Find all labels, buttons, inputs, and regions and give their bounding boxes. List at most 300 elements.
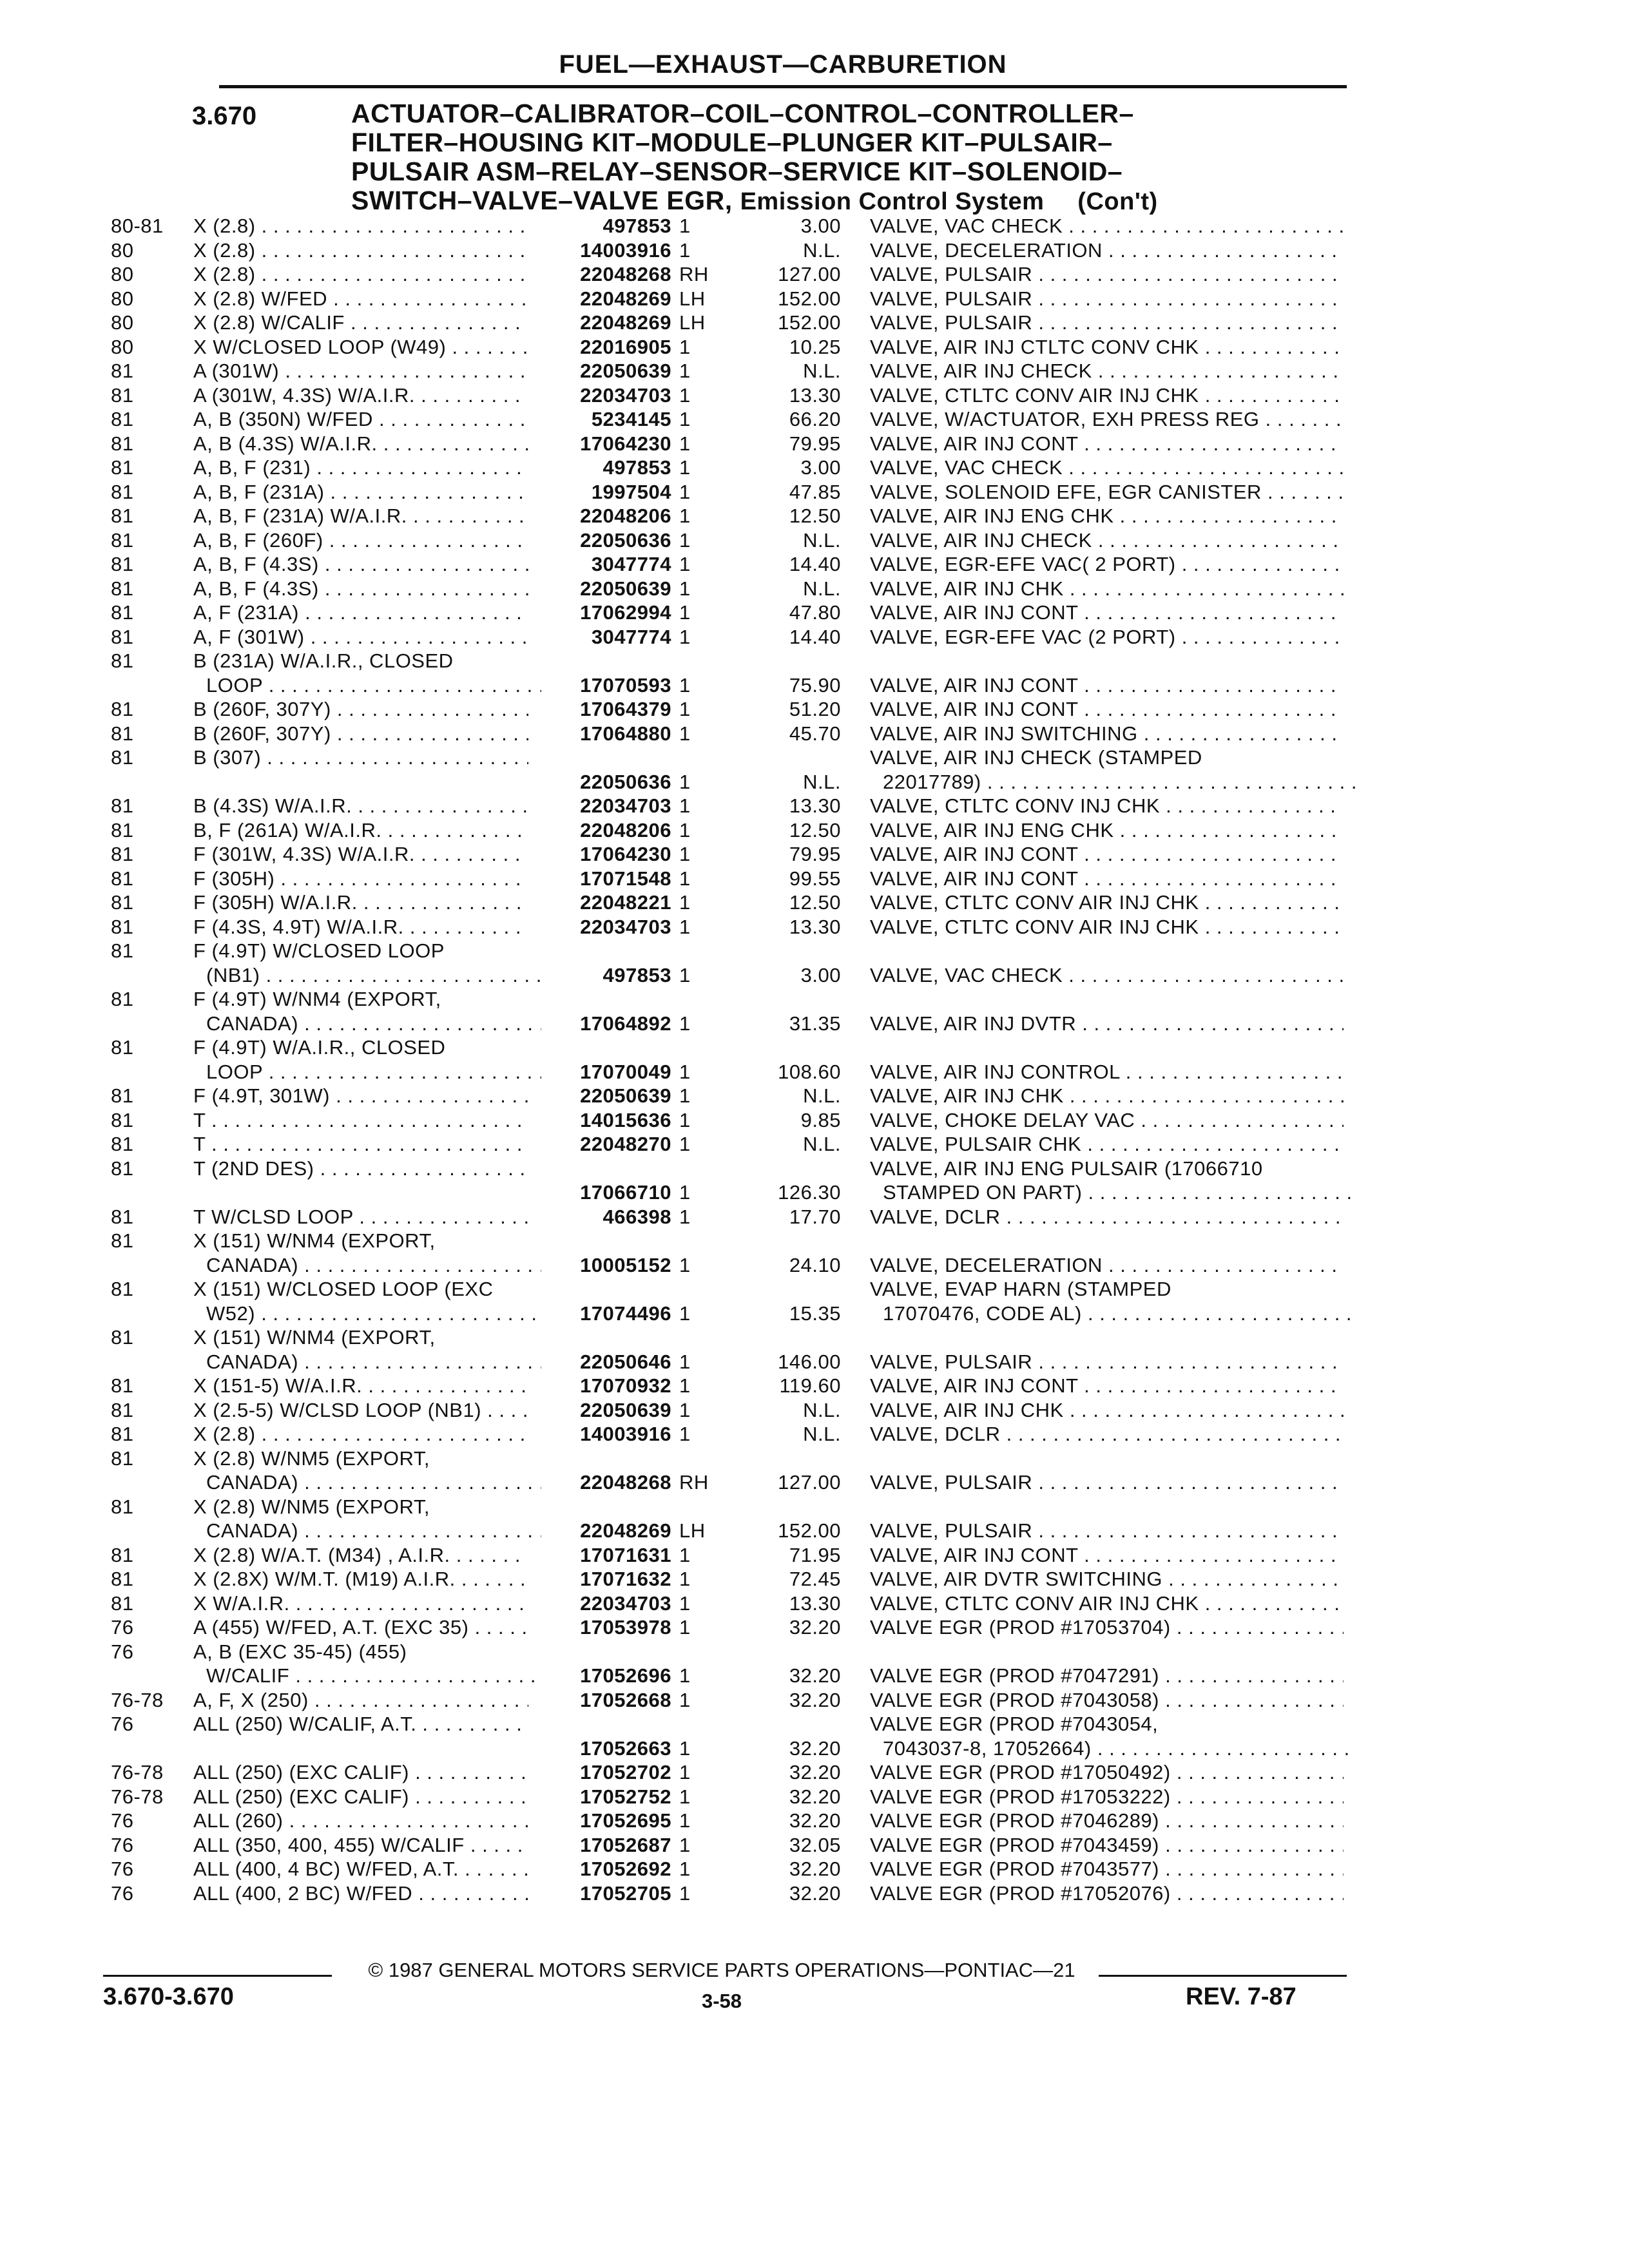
price-cell: 127.00 xyxy=(778,1471,841,1494)
model-cell: X (2.8) W/CALIF . . . xyxy=(193,311,528,335)
description-cell: VALVE, CTLTC CONV INJ CHK . . . xyxy=(870,794,1344,818)
description-cell: VALVE, AIR DVTR SWITCHING . . . xyxy=(870,1567,1344,1591)
model-cell: ALL (350, 400, 455) W/CALIF . . . xyxy=(193,1833,528,1858)
part-number-cell: 22034703 xyxy=(580,383,671,407)
quantity-cell: 1 xyxy=(679,1809,691,1832)
year-cell: 81 xyxy=(111,746,134,769)
part-number-cell: 17064230 xyxy=(580,432,671,455)
quantity-cell: 1 xyxy=(679,601,691,624)
description-cell: VALVE, AIR INJ CONT . . . xyxy=(870,1374,1344,1398)
table-row xyxy=(0,1785,1629,1809)
quantity-cell: 1 xyxy=(679,1881,691,1905)
part-number-cell: 17070593 xyxy=(580,673,671,697)
model-cell: T (2ND DES) . . . xyxy=(193,1157,528,1181)
price-cell: 17.70 xyxy=(789,1205,841,1228)
part-number-cell: 22050639 xyxy=(580,577,671,600)
quantity-cell: 1 xyxy=(679,1616,691,1639)
price-cell: 32.20 xyxy=(789,1616,841,1639)
year-cell: 76 xyxy=(111,1640,134,1663)
year-cell: 81 xyxy=(111,1036,134,1059)
table-row xyxy=(0,1422,1629,1446)
model-cell: X W/A.I.R. . . . xyxy=(193,1591,528,1616)
part-number-cell: 22050636 xyxy=(580,770,671,793)
price-cell: 152.00 xyxy=(778,287,841,310)
price-cell: N.L. xyxy=(803,1133,841,1155)
model-cell: CANADA) . . . xyxy=(206,1012,541,1036)
description-cell: VALVE, AIR INJ CONTROL . . . xyxy=(870,1060,1344,1084)
price-cell: 47.85 xyxy=(789,480,841,503)
part-number-cell: 22050639 xyxy=(580,360,671,382)
year-cell: 80 xyxy=(111,238,134,262)
table-row xyxy=(0,1446,1629,1495)
table-row xyxy=(0,407,1629,432)
table-row xyxy=(0,867,1629,891)
description-cell: VALVE, EGR-EFE VAC (2 PORT) . . . xyxy=(870,625,1344,649)
table-row xyxy=(0,552,1629,577)
table-row xyxy=(0,745,1629,794)
table-row xyxy=(0,214,1629,238)
quantity-cell: 1 xyxy=(679,553,691,575)
description-cell: VALVE, VAC CHECK . . . xyxy=(870,214,1344,238)
price-cell: 32.20 xyxy=(789,1736,841,1760)
price-cell: 47.80 xyxy=(789,601,841,624)
price-cell: 10.25 xyxy=(789,335,841,358)
part-number-cell: 22050639 xyxy=(580,1084,671,1107)
table-row xyxy=(0,1495,1629,1543)
quantity-cell: 1 xyxy=(679,1568,691,1590)
year-cell: 81 xyxy=(111,505,134,527)
quantity-cell: 1 xyxy=(679,1664,691,1687)
table-row xyxy=(0,1857,1629,1881)
quantity-cell: 1 xyxy=(679,1858,691,1880)
quantity-cell: 1 xyxy=(679,360,691,382)
description-cell: VALVE, AIR INJ ENG CHK . . . xyxy=(870,818,1344,843)
model-cell: B (231A) W/A.I.R., CLOSED xyxy=(193,649,454,672)
table-row xyxy=(0,1833,1629,1858)
running-header: FUEL—EXHAUST—CARBURETION xyxy=(559,50,1007,79)
price-cell: 12.50 xyxy=(789,505,841,527)
description-cell: VALVE, DCLR . . . xyxy=(870,1205,1344,1229)
part-number-cell: 497853 xyxy=(602,215,671,237)
price-cell: N.L. xyxy=(803,577,841,600)
table-row xyxy=(0,287,1629,311)
price-cell: 32.20 xyxy=(789,1688,841,1711)
model-cell: A, B, F (4.3S) . . . xyxy=(193,577,528,601)
table-row xyxy=(0,1157,1629,1205)
price-cell: 3.00 xyxy=(800,215,841,237)
price-cell: 13.30 xyxy=(789,383,841,407)
table-row xyxy=(0,1543,1629,1568)
part-number-cell: 497853 xyxy=(602,456,671,479)
table-row xyxy=(0,697,1629,722)
year-cell: 81 xyxy=(111,432,134,455)
description-cell: VALVE, PULSAIR . . . xyxy=(870,311,1344,335)
price-cell: N.L. xyxy=(803,238,841,262)
revision: REV. 7-87 xyxy=(1186,1983,1296,2010)
model-cell: A (301W) . . . xyxy=(193,359,528,383)
description-cell: VALVE EGR (PROD #7046289) . . . xyxy=(870,1809,1344,1833)
table-row xyxy=(0,528,1629,553)
table-row xyxy=(0,939,1629,987)
price-cell: 79.95 xyxy=(789,843,841,865)
quantity-cell: 1 xyxy=(679,456,691,479)
price-cell: N.L. xyxy=(803,1398,841,1421)
quantity-cell: 1 xyxy=(679,1543,691,1566)
part-number-cell: 22048269 xyxy=(580,311,671,334)
parts-list xyxy=(0,214,1629,1905)
model-cell: A, B, F (231A) . . . xyxy=(193,480,528,505)
year-cell: 81 xyxy=(111,1326,134,1349)
description-cell: VALVE, AIR INJ ENG PULSAIR (17066710 xyxy=(870,1157,1263,1180)
year-cell: 76 xyxy=(111,1858,134,1880)
part-number-cell: 17052695 xyxy=(580,1809,671,1832)
table-row xyxy=(0,625,1629,649)
year-cell: 76-78 xyxy=(111,1688,164,1711)
price-cell: 152.00 xyxy=(778,311,841,334)
quantity-cell: 1 xyxy=(679,1108,691,1131)
table-row xyxy=(0,1205,1629,1229)
year-cell: 81 xyxy=(111,1591,134,1615)
footer-rule-left xyxy=(103,1975,332,1977)
table-row xyxy=(0,1229,1629,1277)
year-cell: 81 xyxy=(111,1084,134,1107)
year-cell: 76-78 xyxy=(111,1761,164,1783)
price-cell: 127.00 xyxy=(778,263,841,285)
quantity-cell: 1 xyxy=(679,722,691,745)
part-number-cell: 17052702 xyxy=(580,1761,671,1783)
description-cell: VALVE, SOLENOID EFE, EGR CANISTER . . . xyxy=(870,480,1344,505)
model-cell: X (2.8) W/NM5 (EXPORT, xyxy=(193,1495,430,1518)
model-cell: X (2.8) . . . xyxy=(193,1422,528,1446)
price-cell: 75.90 xyxy=(789,673,841,697)
section-number: 3.670 xyxy=(192,102,257,130)
description-cell: VALVE, AIR INJ CONT . . . xyxy=(870,697,1344,722)
description-cell: VALVE, VAC CHECK . . . xyxy=(870,456,1344,480)
year-cell: 81 xyxy=(111,794,134,817)
quantity-cell: 1 xyxy=(679,867,691,890)
part-number-cell: 14003916 xyxy=(580,238,671,262)
model-cell: ALL (250) (EXC CALIF) . . . xyxy=(193,1785,528,1809)
part-number-cell: 22048270 xyxy=(580,1133,671,1155)
table-row xyxy=(0,649,1629,697)
table-row xyxy=(0,915,1629,939)
quantity-cell: 1 xyxy=(679,1253,691,1276)
description-cell: VALVE, AIR INJ CONT . . . xyxy=(870,601,1344,625)
price-cell: 79.95 xyxy=(789,432,841,455)
model-cell: X (151) W/CLOSED LOOP (EXC xyxy=(193,1278,494,1300)
part-number-cell: 17064892 xyxy=(580,1012,671,1035)
description-cell: VALVE EGR (PROD #7047291) . . . xyxy=(870,1664,1344,1688)
part-number-cell: 17052752 xyxy=(580,1785,671,1808)
year-cell: 81 xyxy=(111,383,134,407)
model-cell: X (2.8) W/FED . . . xyxy=(193,287,528,311)
model-cell: ALL (250) W/CALIF, A.T. . . . xyxy=(193,1712,528,1736)
year-cell: 81 xyxy=(111,1278,134,1300)
model-cell: ALL (400, 4 BC) W/FED, A.T. . . . xyxy=(193,1857,528,1881)
price-cell: N.L. xyxy=(803,360,841,382)
model-cell: X (2.8) W/A.T. (M34) , A.I.R. . . . xyxy=(193,1543,528,1568)
table-row xyxy=(0,842,1629,867)
price-cell: 32.20 xyxy=(789,1809,841,1832)
table-row xyxy=(0,577,1629,601)
description-cell: VALVE, CTLTC CONV AIR INJ CHK . . . xyxy=(870,890,1344,915)
price-cell: 108.60 xyxy=(778,1060,841,1083)
model-cell: CANADA) . . . xyxy=(206,1519,541,1543)
description-cell: 7043037-8, 17052664) . . . xyxy=(883,1736,1356,1761)
price-cell: 32.20 xyxy=(789,1785,841,1808)
model-cell: F (4.9T, 301W) . . . xyxy=(193,1084,528,1108)
section-range: 3.670-3.670 xyxy=(103,1983,234,2010)
description-cell: VALVE, PULSAIR . . . xyxy=(870,1470,1344,1495)
price-cell: 14.40 xyxy=(789,625,841,648)
model-cell: LOOP . . . xyxy=(206,1060,541,1084)
table-row xyxy=(0,890,1629,915)
quantity-cell: 1 xyxy=(679,1374,691,1397)
table-row xyxy=(0,1035,1629,1084)
description-cell: VALVE, EGR-EFE VAC( 2 PORT) . . . xyxy=(870,552,1344,577)
part-number-cell: 3047774 xyxy=(591,625,671,648)
part-number-cell: 17064880 xyxy=(580,722,671,745)
year-cell: 81 xyxy=(111,915,134,938)
price-cell: 13.30 xyxy=(789,915,841,938)
year-cell: 81 xyxy=(111,456,134,479)
part-number-cell: 22048206 xyxy=(580,505,671,527)
model-cell: X (151-5) W/A.I.R. . . . xyxy=(193,1374,528,1398)
year-cell: 81 xyxy=(111,1398,134,1421)
table-row xyxy=(0,1567,1629,1591)
description-cell: VALVE, CTLTC CONV AIR INJ CHK . . . xyxy=(870,383,1344,408)
quantity-cell: 1 xyxy=(679,1133,691,1155)
description-cell: STAMPED ON PART) . . . xyxy=(883,1180,1356,1205)
table-row xyxy=(0,1809,1629,1833)
quantity-cell: 1 xyxy=(679,528,691,552)
quantity-cell: 1 xyxy=(679,238,691,262)
quantity-cell: 1 xyxy=(679,383,691,407)
quantity-cell: 1 xyxy=(679,505,691,527)
description-cell: VALVE EGR (PROD #17050492) . . . xyxy=(870,1760,1344,1785)
part-number-cell: 17052705 xyxy=(580,1881,671,1905)
year-cell: 81 xyxy=(111,577,134,600)
part-number-cell: 22050639 xyxy=(580,1398,671,1421)
quantity-cell: 1 xyxy=(679,432,691,455)
quantity-cell: 1 xyxy=(679,1181,691,1204)
year-cell: 81 xyxy=(111,722,134,745)
part-number-cell: 22050636 xyxy=(580,528,671,552)
year-cell: 81 xyxy=(111,1157,134,1180)
price-cell: 51.20 xyxy=(789,698,841,720)
price-cell: 32.05 xyxy=(789,1833,841,1856)
description-cell: VALVE, AIR INJ CONT . . . xyxy=(870,1543,1344,1568)
model-cell: F (305H) . . . xyxy=(193,867,528,891)
price-cell: 99.55 xyxy=(789,867,841,890)
model-cell: ALL (260) . . . xyxy=(193,1809,528,1833)
quantity-cell: 1 xyxy=(679,408,691,430)
part-number-cell: 17052696 xyxy=(580,1664,671,1687)
description-cell: VALVE, EVAP HARN (STAMPED xyxy=(870,1278,1171,1300)
model-cell: T . . . xyxy=(193,1108,528,1133)
year-cell: 81 xyxy=(111,408,134,430)
model-cell: X W/CLOSED LOOP (W49) . . . xyxy=(193,335,528,360)
year-cell: 81 xyxy=(111,867,134,890)
quantity-cell: 1 xyxy=(679,625,691,648)
price-cell: 12.50 xyxy=(789,891,841,914)
model-cell: F (4.3S, 4.9T) W/A.I.R. . . . xyxy=(193,915,528,939)
model-cell: F (305H) W/A.I.R. . . . xyxy=(193,890,528,915)
price-cell: 45.70 xyxy=(789,722,841,745)
price-cell: 126.30 xyxy=(778,1181,841,1204)
year-cell: 76-78 xyxy=(111,1785,164,1808)
description-cell: VALVE, AIR INJ CHECK (STAMPED xyxy=(870,746,1202,769)
part-number-cell: 17052668 xyxy=(580,1688,671,1711)
quantity-cell: 1 xyxy=(679,1833,691,1856)
description-cell: VALVE, AIR INJ CHK . . . xyxy=(870,577,1344,601)
quantity-cell: LH xyxy=(679,311,706,334)
model-cell: A, B (350N) W/FED . . . xyxy=(193,407,528,432)
part-number-cell: 22048269 xyxy=(580,1519,671,1542)
price-cell: N.L. xyxy=(803,1084,841,1107)
quantity-cell: 1 xyxy=(679,1736,691,1760)
description-cell: VALVE, AIR INJ CONT . . . xyxy=(870,842,1344,867)
table-row xyxy=(0,311,1629,335)
section-title-line xyxy=(351,186,1344,216)
description-cell: VALVE EGR (PROD #17053222) . . . xyxy=(870,1785,1344,1809)
price-cell: 72.45 xyxy=(789,1568,841,1590)
year-cell: 81 xyxy=(111,939,134,962)
description-cell: VALVE, PULSAIR . . . xyxy=(870,1350,1344,1374)
price-cell: 3.00 xyxy=(800,963,841,986)
model-cell: X (2.8) . . . xyxy=(193,214,528,238)
quantity-cell: 1 xyxy=(679,963,691,986)
table-row xyxy=(0,818,1629,843)
description-cell: VALVE, PULSAIR CHK . . . xyxy=(870,1132,1344,1157)
part-number-cell: 17071548 xyxy=(580,867,671,890)
year-cell: 81 xyxy=(111,1108,134,1131)
table-row xyxy=(0,794,1629,818)
description-cell: VALVE, AIR INJ SWITCHING . . . xyxy=(870,722,1344,746)
description-cell: VALVE EGR (PROD #7043577) . . . xyxy=(870,1857,1344,1881)
year-cell: 76 xyxy=(111,1833,134,1856)
quantity-cell: 1 xyxy=(679,1012,691,1035)
description-cell: VALVE, CTLTC CONV AIR INJ CHK . . . xyxy=(870,1591,1344,1616)
description-cell: VALVE EGR (PROD #17052076) . . . xyxy=(870,1881,1344,1906)
year-cell: 81 xyxy=(111,1568,134,1590)
price-cell: 15.35 xyxy=(789,1302,841,1325)
year-cell: 80 xyxy=(111,335,134,358)
quantity-cell: 1 xyxy=(679,915,691,938)
model-cell: X (2.8X) W/M.T. (M19) A.I.R. . . . xyxy=(193,1567,528,1591)
quantity-cell: LH xyxy=(679,287,706,310)
model-cell: A (301W, 4.3S) W/A.I.R. . . . xyxy=(193,383,528,408)
part-number-cell: 22048221 xyxy=(580,891,671,914)
description-cell: VALVE EGR (PROD #7043054, xyxy=(870,1713,1159,1735)
section-title-tail: Emission Control System xyxy=(740,188,1045,215)
price-cell: N.L. xyxy=(803,528,841,552)
table-row xyxy=(0,1277,1629,1325)
quantity-cell: LH xyxy=(679,1519,706,1542)
quantity-cell: 1 xyxy=(679,215,691,237)
quantity-cell: RH xyxy=(679,263,709,285)
description-cell: VALVE, AIR INJ CHECK . . . xyxy=(870,528,1344,553)
table-row xyxy=(0,1398,1629,1423)
year-cell: 81 xyxy=(111,698,134,720)
quantity-cell: 1 xyxy=(679,770,691,793)
table-row xyxy=(0,432,1629,456)
model-cell: A, F (301W) . . . xyxy=(193,625,528,649)
model-cell: F (4.9T) W/A.I.R., CLOSED xyxy=(193,1036,446,1059)
model-cell: A, F (231A) . . . xyxy=(193,601,528,625)
table-row xyxy=(0,1760,1629,1785)
table-row xyxy=(0,262,1629,287)
description-cell: VALVE, W/ACTUATOR, EXH PRESS REG . . . xyxy=(870,407,1344,432)
model-cell: X (151) W/NM4 (EXPORT, xyxy=(193,1326,436,1349)
model-cell: A, B (EXC 35-45) (455) xyxy=(193,1640,407,1663)
model-cell: A, B, F (231A) W/A.I.R. . . . xyxy=(193,504,528,528)
table-row xyxy=(0,1615,1629,1640)
part-number-cell: 22048268 xyxy=(580,1471,671,1494)
quantity-cell: 1 xyxy=(679,1205,691,1228)
section-title xyxy=(351,99,1344,216)
footer-rule-right xyxy=(1099,1975,1347,1977)
description-cell: VALVE EGR (PROD #7043459) . . . xyxy=(870,1833,1344,1858)
year-cell: 80 xyxy=(111,311,134,334)
quantity-cell: 1 xyxy=(679,1785,691,1808)
part-number-cell: 14003916 xyxy=(580,1423,671,1445)
description-cell: VALVE, AIR INJ CHK . . . xyxy=(870,1398,1344,1423)
year-cell: 81 xyxy=(111,988,134,1010)
part-number-cell: 17062994 xyxy=(580,601,671,624)
price-cell: 71.95 xyxy=(789,1543,841,1566)
model-cell: B (307) . . . xyxy=(193,745,528,770)
year-cell: 81 xyxy=(111,625,134,648)
quantity-cell: RH xyxy=(679,1471,709,1494)
price-cell: 13.30 xyxy=(789,794,841,817)
table-row xyxy=(0,1640,1629,1688)
description-cell: VALVE, CHOKE DELAY VAC . . . xyxy=(870,1108,1344,1133)
price-cell: 3.00 xyxy=(800,456,841,479)
price-cell: 152.00 xyxy=(778,1519,841,1542)
description-cell: VALVE, AIR INJ CHECK . . . xyxy=(870,359,1344,383)
model-cell: CANADA) . . . xyxy=(206,1350,541,1374)
model-cell: A, B, F (4.3S) . . . xyxy=(193,552,528,577)
table-row xyxy=(0,456,1629,480)
model-cell: W/CALIF . . . xyxy=(206,1664,541,1688)
section-title-line-start: SWITCH–VALVE–VALVE EGR, xyxy=(351,186,733,215)
year-cell: 76 xyxy=(111,1809,134,1832)
model-cell: CANADA) . . . xyxy=(206,1253,541,1278)
description-cell: 17070476, CODE AL) . . . xyxy=(883,1302,1356,1326)
model-cell: A, B, F (231) . . . xyxy=(193,456,528,480)
table-row xyxy=(0,335,1629,360)
price-cell: 66.20 xyxy=(789,408,841,430)
year-cell: 80 xyxy=(111,263,134,285)
quantity-cell: 1 xyxy=(679,577,691,600)
model-cell: LOOP . . . xyxy=(206,673,541,698)
model-cell: ALL (400, 2 BC) W/FED . . . xyxy=(193,1881,528,1906)
quantity-cell: 1 xyxy=(679,891,691,914)
description-cell: VALVE, PULSAIR . . . xyxy=(870,262,1344,287)
year-cell: 81 xyxy=(111,1133,134,1155)
description-cell: VALVE, AIR INJ CHK . . . xyxy=(870,1084,1344,1108)
quantity-cell: 1 xyxy=(679,673,691,697)
quantity-cell: 1 xyxy=(679,1302,691,1325)
quantity-cell: 1 xyxy=(679,1350,691,1373)
part-number-cell: 10005152 xyxy=(580,1253,671,1276)
year-cell: 80 xyxy=(111,287,134,310)
model-cell: X (2.8) . . . xyxy=(193,238,528,263)
year-cell: 80-81 xyxy=(111,215,164,237)
part-number-cell: 497853 xyxy=(602,963,671,986)
quantity-cell: 1 xyxy=(679,818,691,841)
